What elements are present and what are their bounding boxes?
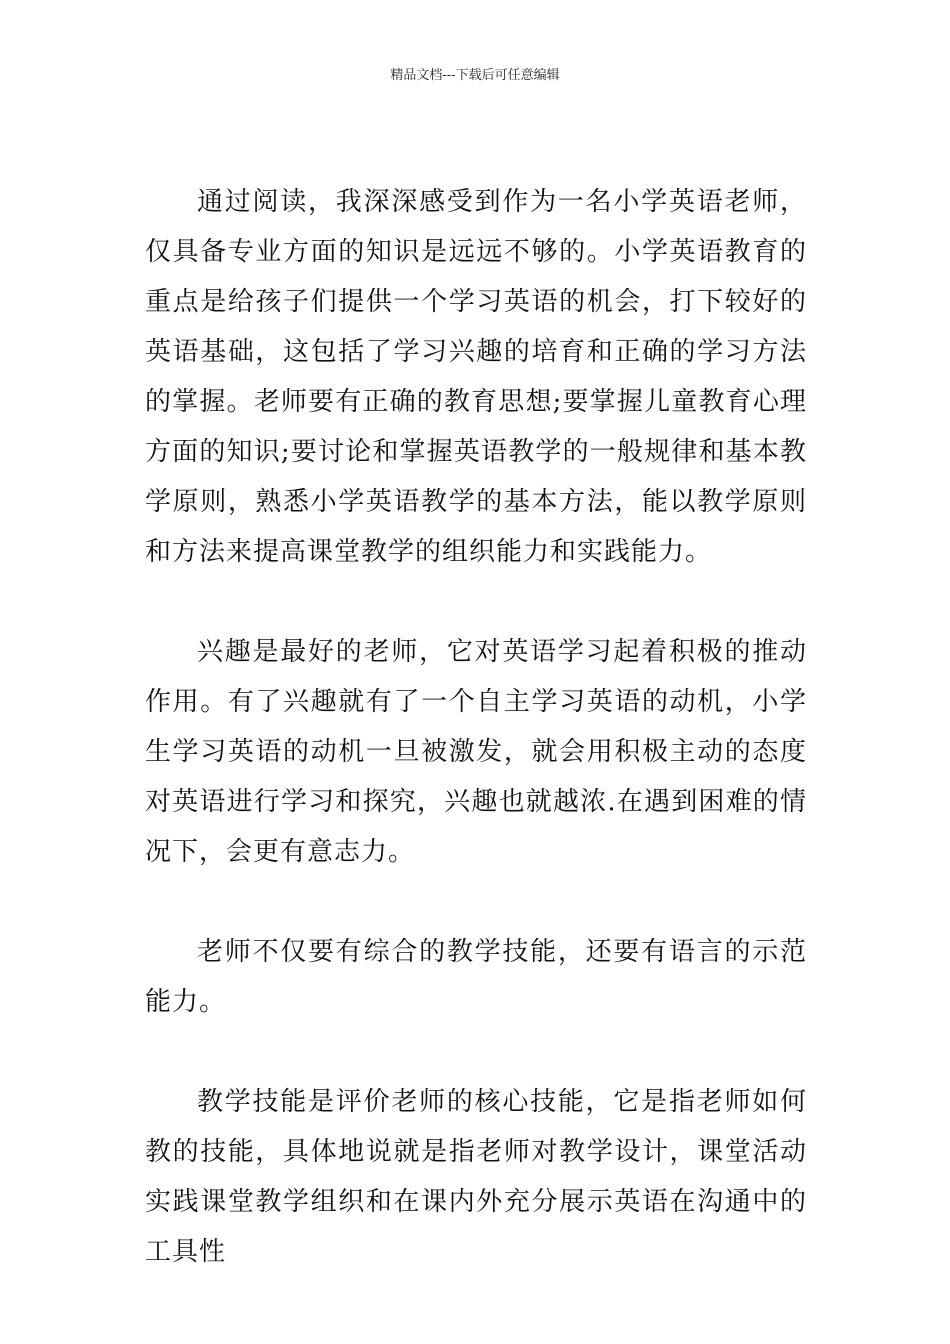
paragraph-4: 教学技能是评价老师的核心技能，它是指老师如何教的技能，具体地说就是指老师对教学设计，课堂活动实践课堂教学组织和在课内外充分展示英语在沟通中的工具性 [145,1087,807,1267]
paragraph-3: 老师不仅要有综合的教学技能，还要有语言的示范能力。 [145,937,807,1017]
page-header: 精品文档---下载后可任意编辑 [390,68,560,83]
document-body [145,177,807,1277]
paragraph-2: 兴趣是最好的老师，它对英语学习起着积极的推动作用。有了兴趣就有了一个自主学习英语的动机，小学生学习英语的动机一旦被激发，就会用积极主动的态度对英语进行学习和探究，兴趣也就越浓.在遇到困难的情况下，会更有意志力。 [145,637,807,867]
paragraph-1: 通过阅读，我深深感受到作为一名小学英语老师，仅具备专业方面的知识是远远不够的。小学英语教育的重点是给孩子们提供一个学习英语的机会，打下较好的英语基础，这包括了学习兴趣的培育和正确的学习方法的掌握。老师要有正确的教育思想;要掌握儿童教育心理方面的知识;要讨论和掌握英语教学的一般规律和基本教学原则，熟悉小学英语教学的基本方法，能以教学原则和方法来提高课堂教学的组织能力和实践能力。 [145,187,807,567]
